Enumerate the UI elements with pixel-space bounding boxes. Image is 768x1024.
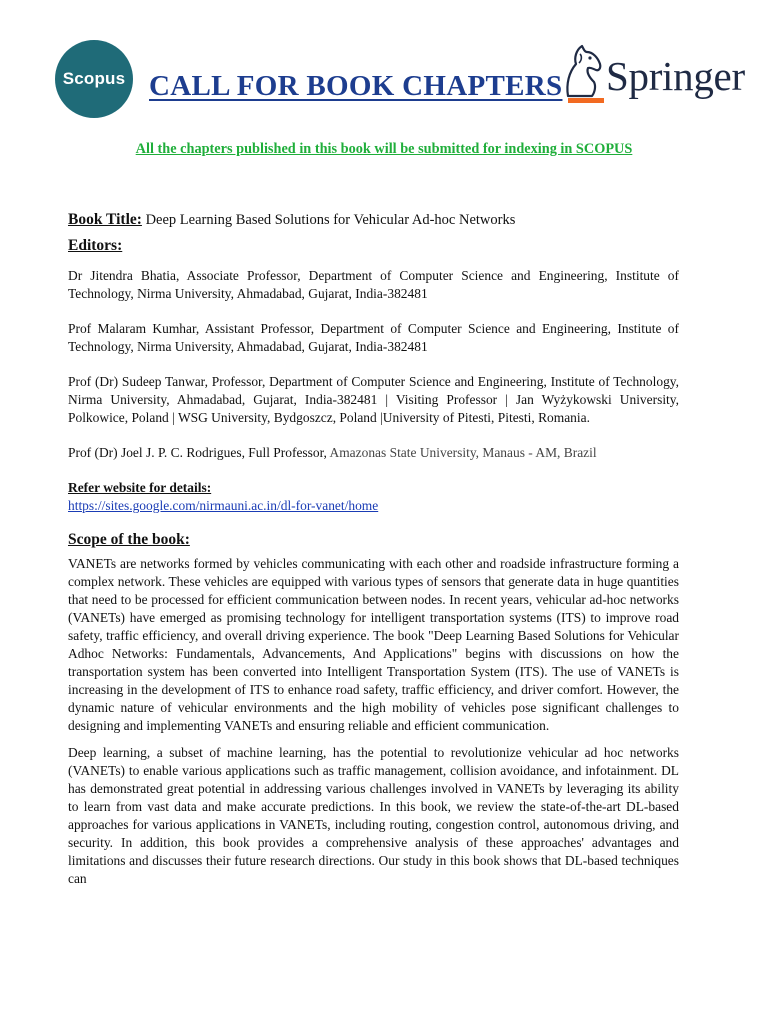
editor-name: Prof (Dr) Joel J. P. C. Rodrigues, Full Professor, [68,445,327,460]
editor-affiliation: Amazonas State University, Manaus - AM, Brazil [329,445,597,460]
scope-heading: Scope of the book: [68,531,190,548]
springer-logo-text: Springer [606,53,745,99]
scopus-indexing-notice: All the chapters published in this book will be submitted for indexing in SCOPUS [135,141,633,157]
page-title: CALL FOR BOOK CHAPTERS [149,70,563,102]
editor-entry: Prof (Dr) Sudeep Tanwar, Professor, Department of Computer Science and Engineering, Institute of Technology, Nirma University, Ahmadabad, Gujarat, India-382481 | Visiting Professor | Jan Wyżykowski University, Polkowice, Poland | WSG University, Bydgoszcz, Poland |University of Pitesti, Pitesti, Romania. [68,374,679,425]
book-title-label: Book Title: [68,211,142,228]
book-title: Deep Learning Based Solutions for Vehicular Ad-hoc Networks [145,212,516,228]
scope-paragraph: Deep learning, a subset of machine learning, has the potential to revolutionize vehicular ad hoc networks (VANETs) to enable various applications such as traffic management, collision avoidance, and infotainment. DL has demonstrated great potential in addressing various challenges involved in VANETs by leveraging its ability to learn from vast data and make accurate predictions. In this book, we review the state-of-the-art DL-based approaches for various applications in VANETs, including routing, congestion control, autonomous driving, and security. In addition, this book provides a comprehensive analysis of these approaches' advantages and limitations and discusses their future research directions. Our study in this book shows that DL-based techniques can [68,745,679,886]
refer-website-heading: Refer website for details: [68,480,212,495]
scopus-logo [55,40,133,118]
springer-horse-icon [560,40,606,102]
editor-entry [68,444,679,462]
scope-paragraph: VANETs are networks formed by vehicles communicating with each other and roadside infrastructure forming a complex network. These vehicles are equipped with various types of sensors that generate data in huge quantities that need to be processed for efficient communication between nodes. In recent years, vehicular ad-hoc networks (VANETs) have emerged as promising technology for intelligent transportation systems (ITS) to improve road safety, traffic efficiency, and overall driving experience. The book "Deep Learning Based Solutions for Vehicular Adhoc Networks: Fundamentals, Advancements, And Applications" begins with discussions on how the transportation system has been converted into Intelligent Transportation System (ITS). The use of VANETs is increasing in the development of ITS to enhance road safety, traffic efficiency, and driver comfort. However, the dynamic nature of vehicular environments and the high mobility of vehicles pose significant challenges to designing and implementing VANETs and ensuring reliable and efficient communication. [68,556,679,733]
springer-accent-bar [568,98,604,103]
editor-entry: Prof Malaram Kumhar, Assistant Professor, Department of Computer Science and Engineering, Institute of Technology, Nirma University, Ahmadabad, Gujarat, India-382481 [68,321,679,354]
book-title-line [68,211,679,229]
document-body [68,211,679,897]
scopus-logo-text: Scopus [62,69,126,88]
details-website-link[interactable]: https://sites.google.com/nirmauni.ac.in/dl-for-vanet/home [68,498,379,513]
editor-entry: Dr Jitendra Bhatia, Associate Professor, Department of Computer Science and Engineering, Institute of Technology, Nirma University, Ahmadabad, Gujarat, India-382481 [68,268,679,301]
springer-logo [560,40,745,106]
editors-heading: Editors: [68,237,123,254]
